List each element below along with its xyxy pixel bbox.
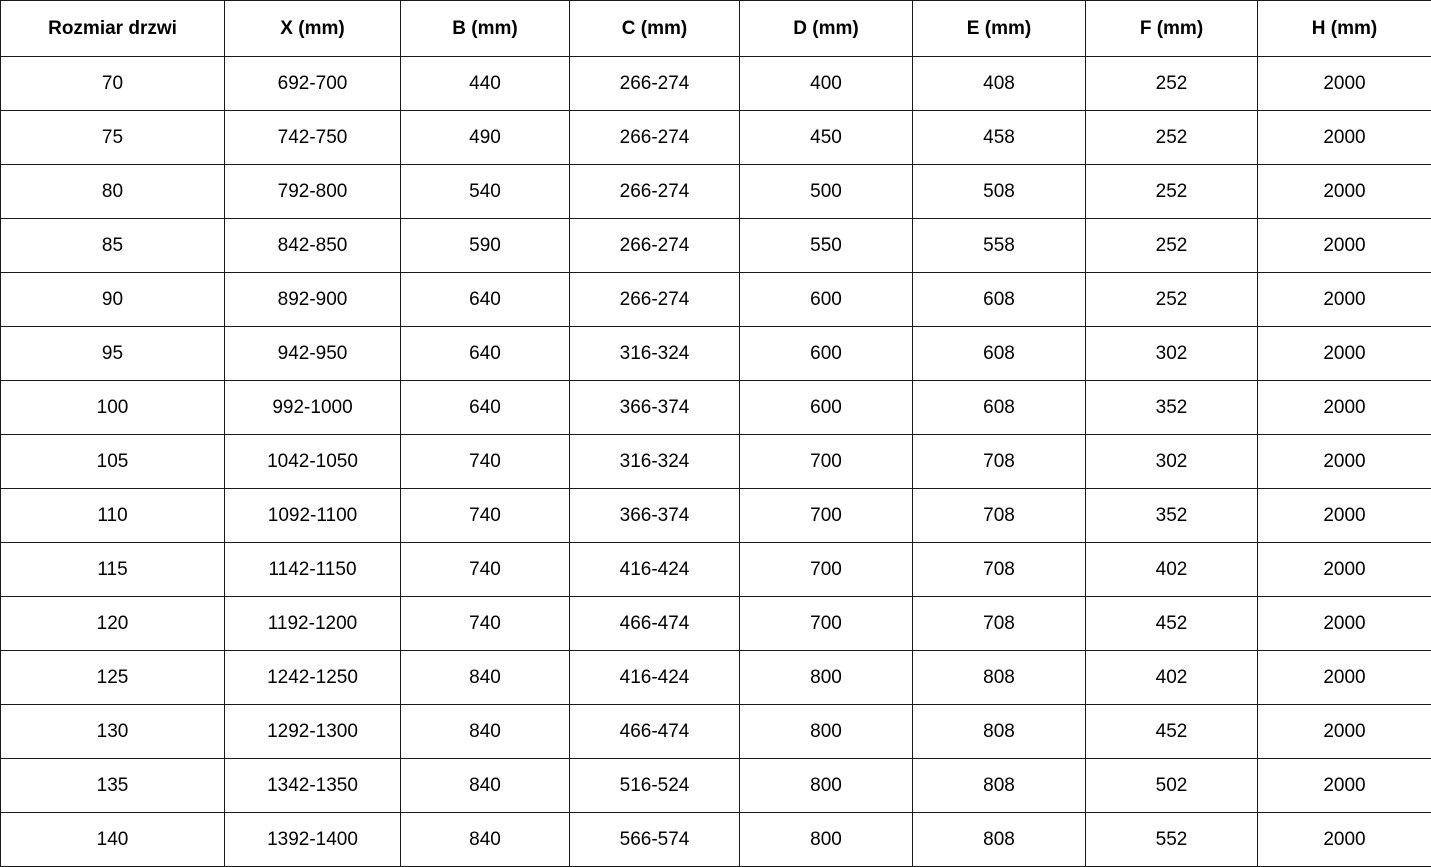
column-header: F (mm) — [1086, 1, 1258, 57]
table-cell: 352 — [1086, 381, 1258, 435]
table-cell: 1392-1400 — [225, 813, 401, 867]
table-cell: 552 — [1086, 813, 1258, 867]
table-cell: 1242-1250 — [225, 651, 401, 705]
table-cell: 550 — [740, 219, 913, 273]
table-cell: 608 — [913, 381, 1086, 435]
column-header: E (mm) — [913, 1, 1086, 57]
table-cell: 800 — [740, 651, 913, 705]
table-row — [1, 597, 1431, 651]
table-cell: 452 — [1086, 705, 1258, 759]
table-cell: 892-900 — [225, 273, 401, 327]
table-cell: 840 — [401, 813, 570, 867]
table-cell: 2000 — [1258, 705, 1431, 759]
table-cell: 800 — [740, 705, 913, 759]
table-row — [1, 219, 1431, 273]
table-cell: 408 — [913, 57, 1086, 111]
table-cell: 2000 — [1258, 273, 1431, 327]
table-cell: 402 — [1086, 543, 1258, 597]
table-cell: 740 — [401, 543, 570, 597]
table-cell: 2000 — [1258, 813, 1431, 867]
table-cell: 366-374 — [570, 381, 740, 435]
column-header: C (mm) — [570, 1, 740, 57]
table-cell: 316-324 — [570, 435, 740, 489]
table-cell: 140 — [1, 813, 225, 867]
table-cell: 490 — [401, 111, 570, 165]
table-cell: 316-324 — [570, 327, 740, 381]
table-cell: 402 — [1086, 651, 1258, 705]
table-cell: 840 — [401, 759, 570, 813]
table-cell: 466-474 — [570, 705, 740, 759]
table-row — [1, 705, 1431, 759]
table-cell: 740 — [401, 489, 570, 543]
column-header: B (mm) — [401, 1, 570, 57]
column-header: H (mm) — [1258, 1, 1431, 57]
table-cell: 110 — [1, 489, 225, 543]
table-cell: 1292-1300 — [225, 705, 401, 759]
table-row — [1, 759, 1431, 813]
table-cell: 808 — [913, 759, 1086, 813]
table-cell: 740 — [401, 597, 570, 651]
table-cell: 1142-1150 — [225, 543, 401, 597]
table-cell: 808 — [913, 705, 1086, 759]
table-row — [1, 381, 1431, 435]
table-body — [1, 57, 1431, 867]
table-cell: 266-274 — [570, 219, 740, 273]
table-cell: 792-800 — [225, 165, 401, 219]
table-cell: 135 — [1, 759, 225, 813]
table-row — [1, 165, 1431, 219]
table-cell: 708 — [913, 489, 1086, 543]
table-cell: 608 — [913, 327, 1086, 381]
column-header: X (mm) — [225, 1, 401, 57]
table-cell: 120 — [1, 597, 225, 651]
table-cell: 640 — [401, 327, 570, 381]
table-cell: 600 — [740, 381, 913, 435]
table-cell: 1042-1050 — [225, 435, 401, 489]
table-cell: 608 — [913, 273, 1086, 327]
column-header: D (mm) — [740, 1, 913, 57]
table-cell: 125 — [1, 651, 225, 705]
table-cell: 708 — [913, 435, 1086, 489]
table-cell: 85 — [1, 219, 225, 273]
table-cell: 416-424 — [570, 543, 740, 597]
table-cell: 700 — [740, 543, 913, 597]
table-cell: 400 — [740, 57, 913, 111]
table-row — [1, 111, 1431, 165]
table-cell: 458 — [913, 111, 1086, 165]
table-cell: 2000 — [1258, 381, 1431, 435]
table-row — [1, 489, 1431, 543]
table-row — [1, 813, 1431, 867]
table-cell: 266-274 — [570, 57, 740, 111]
table-cell: 558 — [913, 219, 1086, 273]
table-cell: 252 — [1086, 165, 1258, 219]
table-cell: 2000 — [1258, 435, 1431, 489]
table-cell: 105 — [1, 435, 225, 489]
table-cell: 352 — [1086, 489, 1258, 543]
table-cell: 600 — [740, 273, 913, 327]
table-row — [1, 435, 1431, 489]
column-header: Rozmiar drzwi — [1, 1, 225, 57]
table-cell: 1342-1350 — [225, 759, 401, 813]
table-cell: 700 — [740, 435, 913, 489]
table-cell: 508 — [913, 165, 1086, 219]
table-cell: 992-1000 — [225, 381, 401, 435]
table-cell: 740 — [401, 435, 570, 489]
table-cell: 942-950 — [225, 327, 401, 381]
table-cell: 266-274 — [570, 111, 740, 165]
table-cell: 115 — [1, 543, 225, 597]
table-cell: 2000 — [1258, 597, 1431, 651]
table-cell: 95 — [1, 327, 225, 381]
table-cell: 640 — [401, 381, 570, 435]
table-cell: 252 — [1086, 57, 1258, 111]
table-cell: 130 — [1, 705, 225, 759]
table-cell: 70 — [1, 57, 225, 111]
table-cell: 692-700 — [225, 57, 401, 111]
table-cell: 2000 — [1258, 327, 1431, 381]
table-cell: 800 — [740, 759, 913, 813]
table-cell: 366-374 — [570, 489, 740, 543]
table-cell: 840 — [401, 651, 570, 705]
table-row — [1, 273, 1431, 327]
table-cell: 2000 — [1258, 759, 1431, 813]
table-cell: 252 — [1086, 219, 1258, 273]
table-cell: 742-750 — [225, 111, 401, 165]
table-cell: 2000 — [1258, 489, 1431, 543]
table-cell: 708 — [913, 543, 1086, 597]
table-cell: 266-274 — [570, 273, 740, 327]
table-cell: 808 — [913, 813, 1086, 867]
table-cell: 502 — [1086, 759, 1258, 813]
table-cell: 540 — [401, 165, 570, 219]
table-row — [1, 327, 1431, 381]
table-cell: 252 — [1086, 273, 1258, 327]
table-header-row — [1, 1, 1431, 57]
table-cell: 700 — [740, 597, 913, 651]
table-cell: 566-574 — [570, 813, 740, 867]
table-cell: 466-474 — [570, 597, 740, 651]
table-cell: 2000 — [1258, 57, 1431, 111]
table-cell: 600 — [740, 327, 913, 381]
table-header — [1, 1, 1431, 57]
table-cell: 842-850 — [225, 219, 401, 273]
table-row — [1, 57, 1431, 111]
table-cell: 266-274 — [570, 165, 740, 219]
table-cell: 640 — [401, 273, 570, 327]
table-cell: 452 — [1086, 597, 1258, 651]
table-cell: 100 — [1, 381, 225, 435]
table-row — [1, 651, 1431, 705]
table-cell: 2000 — [1258, 165, 1431, 219]
table-cell: 840 — [401, 705, 570, 759]
table-cell: 516-524 — [570, 759, 740, 813]
table-cell: 90 — [1, 273, 225, 327]
table-cell: 800 — [740, 813, 913, 867]
table-cell: 808 — [913, 651, 1086, 705]
table-cell: 302 — [1086, 435, 1258, 489]
table-cell: 700 — [740, 489, 913, 543]
table-cell: 440 — [401, 57, 570, 111]
table-cell: 2000 — [1258, 111, 1431, 165]
table-cell: 450 — [740, 111, 913, 165]
table-cell: 252 — [1086, 111, 1258, 165]
table-cell: 708 — [913, 597, 1086, 651]
table-row — [1, 543, 1431, 597]
table-cell: 2000 — [1258, 543, 1431, 597]
table-cell: 500 — [740, 165, 913, 219]
table-cell: 80 — [1, 165, 225, 219]
table-cell: 1092-1100 — [225, 489, 401, 543]
table-cell: 75 — [1, 111, 225, 165]
table-cell: 2000 — [1258, 219, 1431, 273]
table-cell: 416-424 — [570, 651, 740, 705]
table-cell: 590 — [401, 219, 570, 273]
table-cell: 1192-1200 — [225, 597, 401, 651]
table-cell: 2000 — [1258, 651, 1431, 705]
table-cell: 302 — [1086, 327, 1258, 381]
